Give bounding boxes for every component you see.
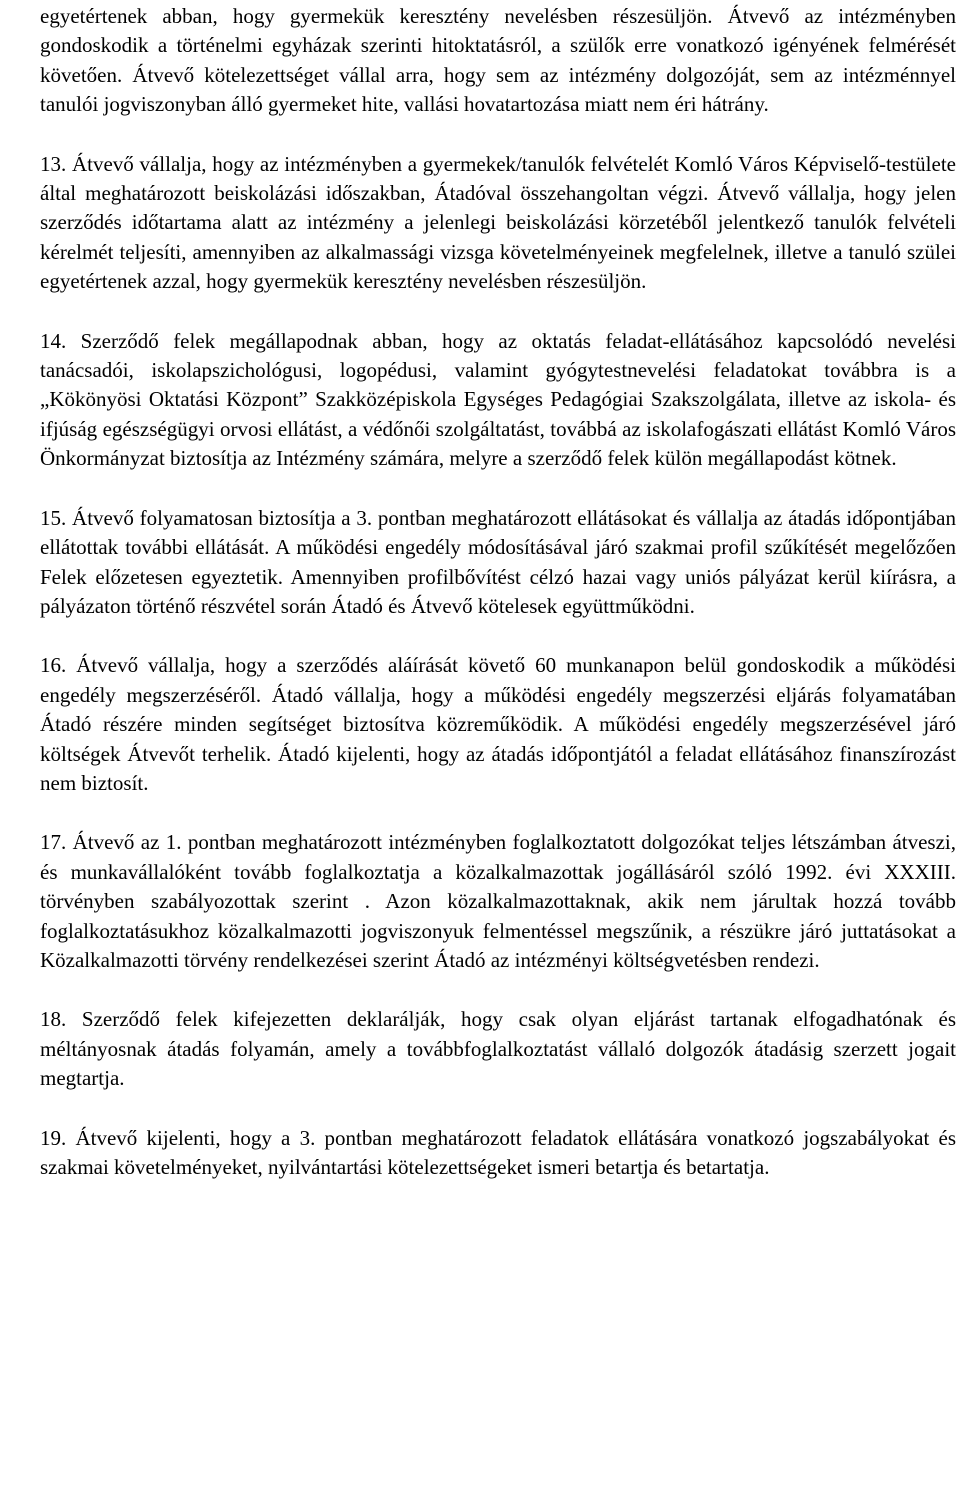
- clause-number: 14.: [40, 328, 67, 353]
- clause-14: [40, 327, 956, 474]
- paragraph-gap: [40, 1094, 956, 1124]
- clause-16: [40, 651, 956, 798]
- clause-number: 16.: [40, 653, 67, 678]
- paragraph-gap: [40, 120, 956, 150]
- paragraph-gap: [40, 621, 956, 651]
- clause-number: 13.: [40, 151, 67, 176]
- clause-18: [40, 1005, 956, 1093]
- clause-text: Átvevő vállalja, hogy a szerződés aláírását követő 60 munkanapon belül gondoskodik a működési engedély megszerzéséről. Átadó vállalja, hogy a működési engedély megszerzési eljárás folyamatában Átadó részére minden segítséget biztosítva közreműködik. A működési engedély megszerzésével járó költségek Átvevőt terhelik. Átadó kijelenti, hogy az átadás időpontjától a feladat ellátásához finanszírozást nem biztosít.: [40, 653, 956, 795]
- clause-text: Átvevő vállalja, hogy az intézményben a gyermekek/tanulók felvételét Komló Város Képviselő-testülete által meghatározott beiskolázási időszakban, Átadóval összehangoltan végzi. Átvevő vállalja, hogy jelen szerződés időtartama alatt az intézmény a jelenlegi beiskolázási körzetéből jelentkező tanulók felvételi kérelmét teljesíti, amennyiben az alkalmassági vizsga követelményeinek megfelelnek, illetve a tanuló szülei egyetértenek azzal, hogy gyermekük keresztény nevelésben részesüljön.: [40, 151, 956, 294]
- paragraph-gap: [40, 474, 956, 504]
- paragraph-gap: [40, 798, 956, 828]
- paragraph-gap: [40, 297, 956, 327]
- clause-number: 19.: [40, 1125, 67, 1150]
- clause-text: Átvevő kijelenti, hogy a 3. pontban meghatározott feladatok ellátására vonatkozó jogszabályokat és szakmai követelményeket, nyilvántartási kötelezettségeket ismeri betartja és betartatja.: [40, 1125, 956, 1179]
- document-page: [40, 2, 956, 1182]
- clause-text: Átvevő folyamatosan biztosítja a 3. pontban meghatározott ellátásokat és vállalja az átadás időpontjában ellátottak további ellátását. A működési engedély módosításával járó szakmai profil szűkítését megelőzően Felek előzetesen egyeztetik. Amennyiben profilbővítést célzó hazai vagy uniós pályázat kerül kiírásra, a pályázaton történő részvétel során Átadó és Átvevő kötelesek együttműködni.: [40, 505, 956, 618]
- clause-19: [40, 1124, 956, 1183]
- clause-13: [40, 150, 956, 297]
- intro-paragraph: egyetértenek abban, hogy gyermekük keresztény nevelésben részesüljön. Átvevő az intézményben gondoskodik a történelmi egyházak szerinti hitoktatásról, a szülők erre vonatkozó igényének felmérését követően. Átvevő kötelezettséget vállal arra, hogy sem az intézmény dolgozóját, sem az intézménnyel tanulói jogviszonyban álló gyermeket hite, vallási hovatartozása miatt nem éri hátrány.: [40, 4, 956, 117]
- clause-number: 17.: [40, 830, 67, 855]
- clause-text: Szerződő felek kifejezetten deklarálják, hogy csak olyan eljárást tartanak elfogadhatónak és méltányosnak átadás folyamán, amely a továbbfoglalkoztatást vállaló dolgozók átadásig szerzett jogait megtartja.: [40, 1007, 957, 1091]
- clause-text: Átvevő az 1. pontban meghatározott intézményben foglalkoztatott dolgozókat teljes létszámban átveszi, és munkavállalóként tovább foglalkoztatja a közalkalmazottak jogállásáról szóló 1992. évi XXXIII. törvényben szabályozottak szerint . Azon közalkalmazottaknak, akik nem járultak hozzá tovább foglalkoztatásukhoz közalkalmazotti jogviszonyuk felmentéssel megszűnik, a részükre járó juttatásokat a Közalkalmazotti törvény rendelkezései szerint Átadó az intézményi költségvetésben rendezi.: [40, 830, 957, 972]
- clause-number: 15.: [40, 505, 67, 530]
- clause-text: Szerződő felek megállapodnak abban, hogy az oktatás feladat-ellátásához kapcsolódó nevelési tanácsadói, iskolapszichológusi, logopédusi, valamint gyógytestnevelési feladatokat továbbra is a „Kökönyösi Oktatási Központ” Szakközépiskola Egységes Pedagógiai Szakszolgálata, illetve az iskola- és ifjúság egészségügyi orvosi ellátást, a védőnői szolgáltatást, továbbá az iskolafogászati ellátást Komló Város Önkormányzat biztosítja az Intézmény számára, melyre a szerződő felek külön megállapodást kötnek.: [40, 328, 956, 471]
- clause-number: 18.: [40, 1007, 67, 1032]
- paragraph-gap: [40, 975, 956, 1005]
- clause-17: [40, 828, 956, 975]
- clause-15: [40, 504, 956, 622]
